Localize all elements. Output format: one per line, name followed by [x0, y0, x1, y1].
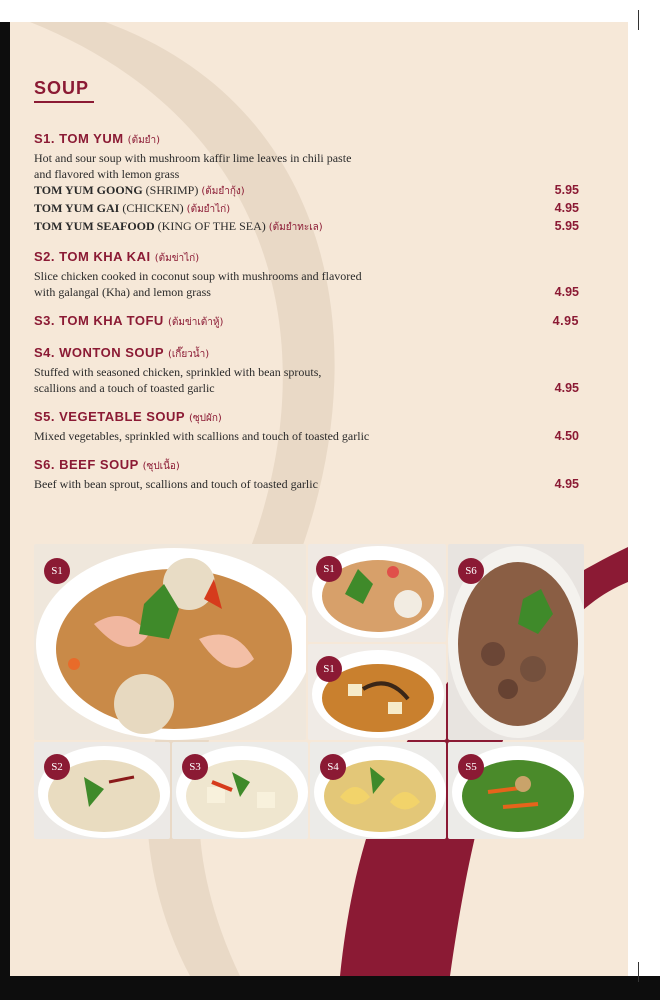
menu-item-s5: [34, 408, 579, 444]
menu-item-s6: [34, 456, 579, 492]
item-heading: S1. TOM YUM (ต้มยำ): [34, 131, 161, 146]
item-badge: S2: [44, 754, 70, 780]
title-underline: [34, 101, 94, 103]
item-badge: S5: [458, 754, 484, 780]
item-heading: S5. VEGETABLE SOUP (ซุปผัก): [34, 409, 222, 424]
photo-tom-yum-large: [34, 544, 306, 740]
item-badge: S1: [44, 558, 70, 584]
price: 4.50: [554, 429, 579, 443]
price: 5.95: [554, 219, 579, 233]
crop-mark-top: [638, 10, 639, 30]
variant-row: TOM YUM GOONG (SHRIMP) (ต้มยำกุ้ง) 5.95: [34, 183, 579, 197]
item-heading: S2. TOM KHA KAI (ต้มข่าไก่): [34, 249, 200, 264]
variant-row: TOM YUM SEAFOOD (KING OF THE SEA) (ต้มยำทะเล) 5.95: [34, 219, 579, 233]
menu-item-s3: [34, 312, 579, 332]
price: 4.95: [554, 285, 579, 299]
item-description: Stuffed with seasoned chicken, sprinkled with bean sprouts,: [34, 365, 322, 379]
price: 4.95: [552, 314, 579, 328]
item-description: Slice chicken cooked in coconut soup with mushrooms and flavored: [34, 269, 362, 283]
item-description: with galangal (Kha) and lemon grass: [34, 285, 211, 299]
item-badge: S3: [182, 754, 208, 780]
menu-page: [10, 22, 628, 976]
item-description: scallions and a touch of toasted garlic: [34, 381, 215, 395]
menu-list: [34, 130, 579, 504]
crop-mark-bottom: [638, 962, 639, 982]
item-badge: S4: [320, 754, 346, 780]
price: 5.95: [554, 183, 579, 197]
soup-photo-grid: [34, 544, 584, 839]
item-badge: S6: [458, 558, 484, 584]
menu-item-s4: [34, 344, 579, 396]
price: 4.95: [554, 201, 579, 215]
item-description: Hot and sour soup with mushroom kaffir lime leaves in chili paste: [34, 151, 352, 165]
photo-tom-yum-tofu: [308, 644, 446, 740]
screen-top-bar: [0, 0, 660, 22]
photo-beef-soup: [448, 544, 584, 740]
item-description: Beef with bean sprout, scallions and touch of toasted garlic: [34, 477, 318, 491]
item-heading: S3. TOM KHA TOFU (ต้มข่าเต้าหู้) 4.95: [34, 313, 579, 328]
price: 4.95: [554, 381, 579, 395]
item-badge: S1: [316, 556, 342, 582]
item-description: Mixed vegetables, sprinkled with scallions and touch of toasted garlic: [34, 429, 370, 443]
item-heading: S4. WONTON SOUP (เกี๊ยวน้ำ): [34, 345, 210, 360]
soup-bowl-illustration: [34, 544, 306, 740]
price: 4.95: [554, 477, 579, 491]
menu-item-s2: [34, 248, 579, 300]
item-heading: S6. BEEF SOUP (ซุปเนื้อ): [34, 457, 180, 472]
photo-wonton-soup: [310, 742, 446, 839]
variant-row: TOM YUM GAI (CHICKEN) (ต้มยำไก่) 4.95: [34, 201, 579, 215]
photo-vegetable-soup: [448, 742, 584, 839]
item-description: and flavored with lemon grass: [34, 167, 180, 181]
menu-item-s1: [34, 130, 579, 236]
page-margin-right: [628, 22, 660, 976]
section-title: SOUP: [34, 78, 90, 98]
photo-tom-yum-seafood: [308, 544, 446, 642]
photo-tom-kha-tofu: [172, 742, 308, 839]
item-badge: S1: [316, 656, 342, 682]
photo-tom-kha-kai: [34, 742, 170, 839]
